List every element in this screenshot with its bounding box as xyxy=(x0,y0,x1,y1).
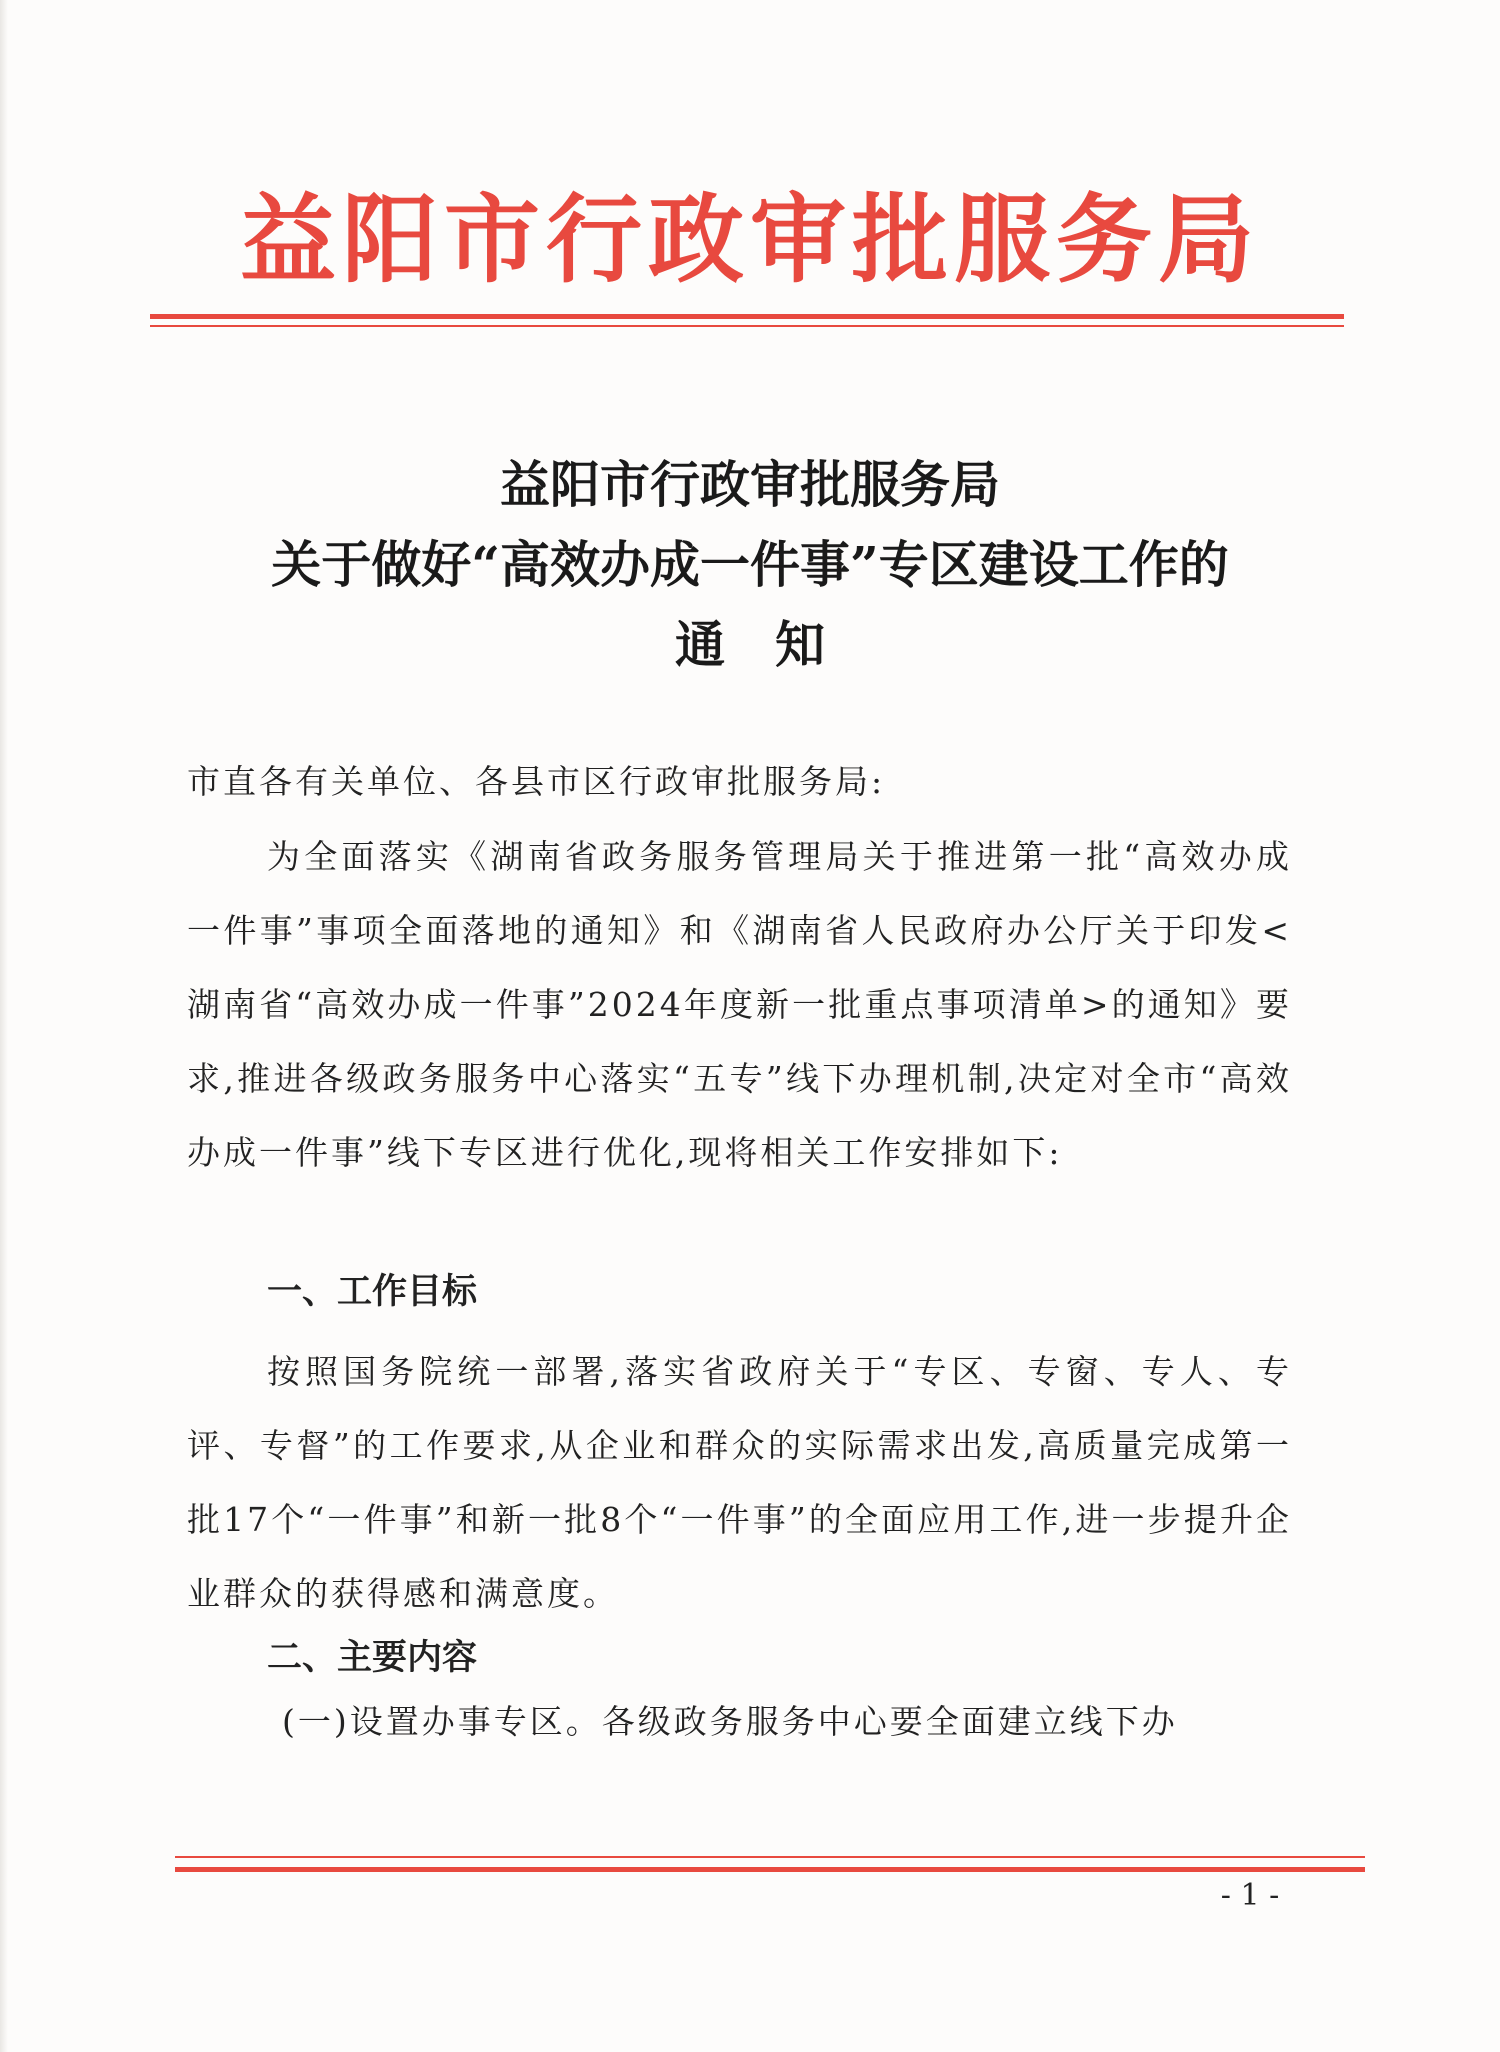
section-1-heading: 一、工作目标 xyxy=(267,1272,478,1312)
section-1-paragraph: 按照国务院统一部署,落实省政府关于“专区、专窗、专人、专评、专督”的工作要求,从企业和群众的实际需求出发,高质量完成第一批17个“一件事”和新一批8个“一件事”的全面应用工作,进一步提升企业群众的获得感和满意度。 xyxy=(187,1352,1292,1613)
footer-red-line-thin xyxy=(175,1856,1365,1858)
scan-edge-shadow xyxy=(0,0,8,2052)
document-title-line-1: 益阳市行政审批服务局 xyxy=(500,455,1000,514)
salutation: 市直各有关单位、各县市区行政审批服务局: xyxy=(187,762,886,801)
footer-red-line-thick xyxy=(175,1867,1365,1872)
section-2-item-1: (一)设置办事专区。各级政务服务中心要全面建立线下办 xyxy=(282,1702,1178,1741)
letterhead-red-line-thick xyxy=(150,314,1344,319)
document-title-line-2: 关于做好“高效办成一件事”专区建设工作的 xyxy=(271,535,1229,594)
letterhead-agency-name: 益阳市行政审批服务局 xyxy=(240,183,1260,296)
document-title-line-3: 通 知 xyxy=(675,615,825,674)
intro-paragraph: 为全面落实《湖南省政务服务管理局关于推进第一批“高效办成一件事”事项全面落地的通知》和《湖南省人民政府办公厅关于印发<湖南省“高效办成一件事”2024年度新一批重点事项清单>的通知》要求,推进各级政务服务中心落实“五专”线下办理机制,决定对全市“高效办成一件事”线下专区进行优化,现将相关工作安排如下: xyxy=(187,837,1292,1172)
page-number: - 1 - xyxy=(1220,1878,1280,1913)
section-2-heading: 二、主要内容 xyxy=(267,1638,478,1678)
letterhead-red-line-thin xyxy=(150,325,1344,327)
